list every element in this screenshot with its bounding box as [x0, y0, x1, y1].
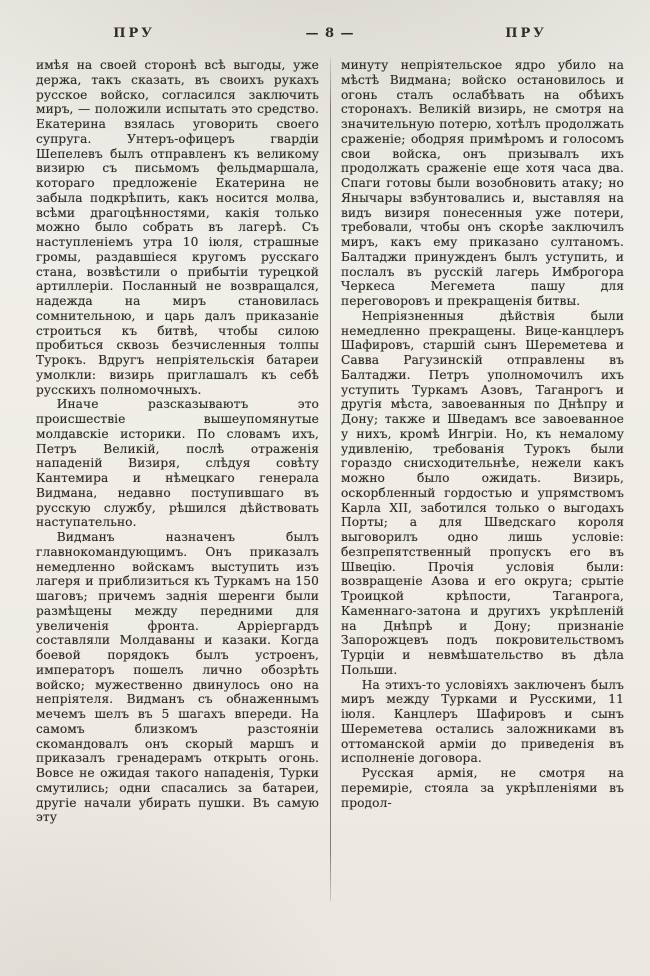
page-header [36, 26, 624, 41]
paragraph: Русская армія, не смотря на перемиріе, стояла за укрѣпленіями въ продол- [341, 766, 624, 810]
running-title-left: ПРУ [113, 26, 155, 41]
paragraph: Непріязненныя дѣйствія были немедленно прекращены. Вице-канцлеръ Шафировъ, старшій сынъ Шереметева и Савва Рагузинскій отправлены въ Балтаджи. Петръ уполномочилъ ихъ уступить Туркамъ Азовъ, Таганрогъ и другія мѣста, завоеванныя по Днѣпру и Дону; также и Шведамъ все завоеванное у нихъ, кромѣ Ингріи. Но, къ немалому удивленію, требованія Турокъ были гораздо снисходительнѣе, нежели какъ можно было ожидать. Визирь, оскорбленный гордостью и упрямствомъ Карла XII, заботился только о выгодахъ Порты; а для Шведскаго короля выговорилъ одно лишь условіе: безпрепятственный пропускъ его въ Швецію. Прочія условія были: возвращеніе Азова и его округа; срытіе Троицкой крѣпости, Таганрога, Каменнаго-затона и другихъ укрѣпленій на Днѣпрѣ и Дону; признаніе Запорожцевъ подъ покровительствомъ Турціи и невмѣшательство въ дѣла Польши. [341, 308, 624, 677]
paragraph: На этихъ-то условіяхъ заключенъ былъ миръ между Турками и Русскими, 11 іюля. Канцлеръ Шафировъ и сынъ Шереметева остались заложниками въ оттоманской арміи до приведенія въ исполненіе договора. [341, 677, 624, 766]
paragraph: минуту непріятельское ядро убило на мѣстѣ Видмана; войско остановилось и огонь сталъ ослабѣвать на обѣихъ сторонахъ. Великій визирь, не смотря на значительную потерю, хотѣлъ продолжать сраженіе; ободряя примѣромъ и голосомъ свои войска, онъ призывалъ ихъ продолжать сраженіе еще хотя часа два. Спаги готовы были возобновить атаку; но Янычары взбунтовались и, выставляя на видъ визиря понесенныя уже потери, требовали, чтобы онъ скорѣе заключилъ миръ, какъ ему приказано султаномъ. Балтаджи принужденъ былъ уступить, и послалъ въ русскій лагерь Имброгора Черкеса Мегемета пашу для переговоровъ и прекращенія битвы. [341, 58, 624, 308]
running-title-right: ПРУ [505, 26, 547, 41]
column-gap [319, 58, 341, 936]
right-column [341, 58, 624, 936]
column-divider [330, 58, 331, 901]
paragraph: имѣя на своей сторонѣ всѣ выгоды, уже держа, такъ сказать, въ своихъ рукахъ русское войско, согласился заключить миръ, — положили испытать это средство. Екатерина взялась уговорить своего супруга. Унтеръ-офицеръ гвардіи Шепелевъ былъ отправленъ къ великому визирю съ письмомъ фельдмаршала, котораго предложеніе Екатерина не забыла подкрѣпить, какъ носится молва, всѣми драгоцѣнностями, какія только можно было собрать въ лагерѣ. Съ наступленіемъ утра 10 іюля, страшные громы, раздавшіеся кругомъ русскаго стана, возвѣстили о прибытіи турецкой артиллеріи. Посланный не возвращался, надежда на миръ становилась сомнительною, и царь далъ приказаніе строиться къ битвѣ, чтобы силою пробиться сквозь безчисленныя толпы Турокъ. Вдругъ непріятельскія батареи умолкли: визирь приглашалъ къ себѣ русскихъ полномочныхъ. [36, 58, 319, 397]
paragraph: Иначе разсказываютъ это происшествіе вышеупомянутые молдавскіе историки. По словамъ ихъ, Петръ Великій, послѣ отраженія нападеній Визиря, слѣдуя совѣту Кантемира и нѣмецкаго генерала Видмана, недавно поступившаго въ русскую службу, рѣшился дѣйствовать наступательно. [36, 397, 319, 530]
paragraph: Видманъ назначенъ былъ главнокомандующимъ. Онъ приказалъ немедленно войскамъ выступить изъ лагеря и приблизиться къ Туркамъ на 150 шаговъ; причемъ заднія шеренги были размѣщены между передними для увеличенія фронта. Арріергардъ составляли Молдаваны и казаки. Когда боевой порядокъ былъ устроенъ, императоръ пошелъ лично обозрѣть войско; мужественно двинулось оно на непріятеля. Видманъ съ обнаженнымъ мечемъ шелъ въ 5 шагахъ впереди. На самомъ близкомъ разстояніи скомандовалъ онъ скорый маршъ и приказалъ гренадерамъ открыть огонь. Вовсе не ожидая такого нападенія, Турки смутились; одни спасались за батареи, другіе начали убирать пушки. Въ самую эту [36, 530, 319, 825]
page-number: — 8 — [305, 26, 355, 41]
left-column [36, 58, 319, 936]
page-body [36, 58, 624, 936]
